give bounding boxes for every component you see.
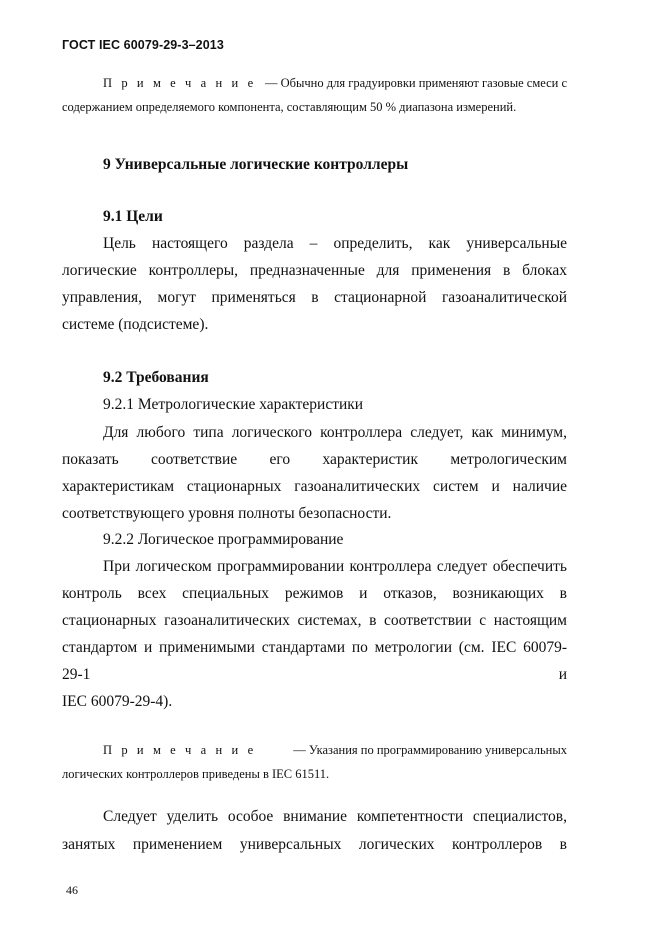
paragraph-line: IEC 60079-29-4). xyxy=(62,693,173,710)
paragraph-text: 29-1 xyxy=(62,666,91,683)
note-text-line: содержанием определяемого компонента, составляющим 50 % диапазона измерений. xyxy=(62,100,517,114)
note-text-line: — Обычно для градуировки применяют газовые смеси с xyxy=(264,76,567,90)
note-1 xyxy=(103,73,567,94)
note-text-line: — Указания по программированию универсальных xyxy=(293,743,567,757)
clause-title: 9.2.2 Логическое программирование xyxy=(103,531,344,548)
paragraph-line: стандартом и применимыми стандартами по метрологии (см. IEC 60079- xyxy=(62,639,567,656)
paragraph-text: и xyxy=(558,666,567,683)
paragraph-line: Следует уделить особое внимание компетентности специалистов, xyxy=(103,808,567,825)
note-2 xyxy=(103,740,567,761)
paragraph-line: При логическом программировании контроллера следует обеспечить xyxy=(103,558,567,575)
paragraph-line xyxy=(62,666,567,684)
subsection-title: 9.1 Цели xyxy=(103,208,163,225)
note-text-line: логических контроллеров приведены в IEC 61511. xyxy=(62,767,330,781)
note-label: П р и м е ч а н и е xyxy=(103,76,257,90)
paragraph-line: стационарных газоаналитических системах, в соответствии с настоящим xyxy=(62,612,567,629)
paragraph-line: занятых применением универсальных логических контроллеров в xyxy=(62,836,567,853)
paragraph-line: показать соответствие его характеристик метрологическим xyxy=(62,451,567,468)
note-label: П р и м е ч а н и е xyxy=(103,743,257,757)
paragraph-line: логические контроллеры, предназначенные для применения в блоках xyxy=(62,262,567,279)
paragraph-line: управления, могут применяться в стационарной газоаналитической xyxy=(62,289,567,306)
paragraph-line: Для любого типа логического контроллера следует, как минимум, xyxy=(103,424,567,441)
subsection-title: 9.2 Требования xyxy=(103,369,209,386)
page-number: 46 xyxy=(66,883,78,897)
paragraph-line: Цель настоящего раздела – определить, как универсальные xyxy=(103,235,567,252)
paragraph-line: контроль всех специальных режимов и отказов, возникающих в xyxy=(62,585,567,602)
paragraph-line: соответствующего уровня полноты безопасности. xyxy=(62,505,392,522)
paragraph-line: системе (подсистеме). xyxy=(62,316,209,333)
section-title: 9 Универсальные логические контроллеры xyxy=(103,156,409,173)
paragraph-line: характеристикам стационарных газоаналитических систем и наличие xyxy=(62,478,567,495)
clause-title: 9.2.1 Метрологические характеристики xyxy=(103,396,364,413)
document-header: ГОСТ IEC 60079-29-3–2013 xyxy=(62,38,224,52)
